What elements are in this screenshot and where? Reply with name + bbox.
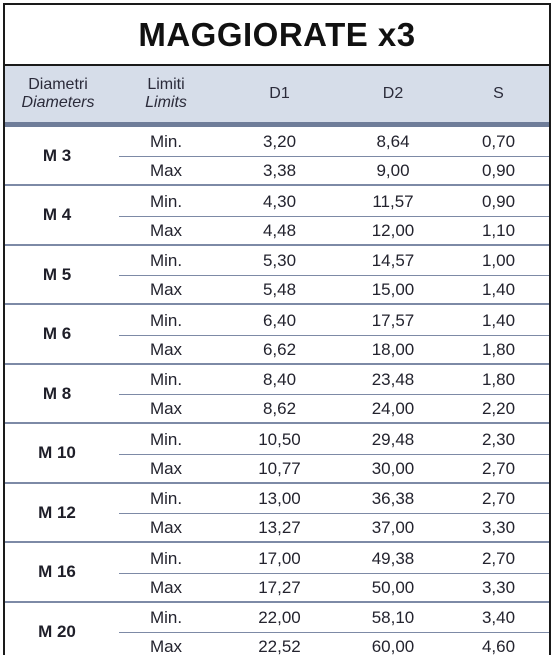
limit-cell: Min. (149, 489, 183, 508)
diameter-label: M 20 (38, 621, 76, 641)
table-row-group (5, 306, 549, 365)
header-d1-label: D1 (269, 85, 290, 102)
s-cell: 2,70 (481, 458, 516, 478)
d1-cell: 3,20 (262, 132, 297, 151)
limit-cell: Max (149, 458, 183, 478)
table-row-group (5, 187, 549, 246)
table-row (111, 307, 549, 335)
table-row (111, 157, 549, 185)
d2-cell: 18,00 (371, 339, 415, 359)
table-row (111, 426, 549, 454)
d1-cell: 13,00 (258, 489, 301, 508)
d2-cell: 60,00 (371, 637, 415, 656)
header-diametri-label: Diametri (28, 76, 88, 93)
limit-cell: Max (149, 399, 183, 418)
table-row (111, 455, 549, 483)
table-row-group (5, 425, 549, 484)
d2-cell: 17,57 (371, 310, 415, 330)
limit-cell: Min. (149, 251, 183, 270)
s-cell: 3,40 (481, 608, 516, 627)
table-row-group (5, 484, 549, 543)
s-cell: 3,30 (481, 577, 516, 597)
d1-cell: 10,50 (258, 429, 301, 449)
s-cell: 2,30 (481, 429, 516, 449)
s-cell: 1,80 (481, 339, 516, 359)
d1-cell: 6,40 (262, 310, 297, 330)
d2-cell: 49,38 (371, 548, 415, 568)
d1-cell: 17,27 (258, 577, 301, 597)
d1-cell: 3,38 (262, 161, 297, 180)
s-cell: 2,70 (481, 489, 516, 508)
limit-cell: Max (149, 161, 183, 180)
d2-cell: 50,00 (371, 577, 415, 597)
limit-cell: Min. (149, 548, 183, 568)
limit-cell: Min. (149, 191, 183, 211)
header-s (448, 66, 549, 122)
d2-cell: 58,10 (371, 608, 415, 627)
s-cell: 2,70 (481, 548, 516, 568)
limit-cell: Max (149, 280, 183, 299)
header-limiti-label: Limiti (147, 76, 185, 93)
header-limits-label: Limits (145, 94, 187, 111)
table-row (111, 574, 549, 602)
limit-cell: Min. (149, 370, 183, 389)
header-d1 (221, 66, 338, 122)
d2-cell: 29,48 (371, 429, 415, 449)
limit-cell: Min. (149, 608, 183, 627)
d1-cell: 17,00 (258, 548, 301, 568)
row-divider (119, 573, 549, 574)
limit-cell: Min. (149, 429, 183, 449)
d1-cell: 13,27 (258, 518, 301, 537)
limit-cell: Max (149, 637, 183, 656)
d2-cell: 23,48 (371, 370, 415, 389)
d1-cell: 22,00 (258, 608, 301, 627)
table-header (5, 66, 549, 122)
table-row-group (5, 246, 549, 305)
diameter-label: M 5 (42, 264, 72, 284)
table-row (111, 336, 549, 364)
diameter-label: M 4 (42, 205, 72, 224)
limit-cell: Max (149, 339, 183, 359)
d2-cell: 11,57 (372, 191, 414, 211)
table-row-group (5, 544, 549, 603)
d2-cell: 9,00 (376, 161, 410, 180)
d1-cell: 4,48 (262, 220, 297, 240)
d2-cell: 15,00 (371, 280, 415, 299)
s-cell: 0,70 (481, 132, 516, 151)
table-row (111, 247, 549, 275)
d2-cell: 8,64 (376, 132, 410, 151)
d1-cell: 10,77 (258, 458, 301, 478)
s-cell: 1,10 (481, 220, 516, 240)
row-divider (119, 454, 549, 455)
table-row (111, 514, 549, 542)
table-row (111, 395, 549, 423)
limit-cell: Max (149, 518, 183, 537)
limit-cell: Max (149, 220, 183, 240)
d1-cell: 8,62 (262, 399, 297, 418)
table-row (111, 276, 549, 304)
table-frame (3, 3, 551, 655)
s-cell: 1,80 (481, 370, 516, 389)
d1-cell: 5,48 (262, 280, 297, 299)
table-row (111, 604, 549, 632)
table-row (111, 188, 549, 216)
d2-cell: 24,00 (371, 399, 415, 418)
d1-cell: 5,30 (262, 251, 297, 270)
header-d2 (338, 66, 448, 122)
diameter-label: M 8 (42, 383, 72, 403)
d2-cell: 36,38 (371, 489, 415, 508)
limit-cell: Max (149, 577, 183, 597)
row-divider (119, 335, 549, 336)
d1-cell: 4,30 (262, 191, 297, 211)
header-diameters (5, 66, 111, 122)
row-divider (119, 632, 549, 633)
header-d2-label: D2 (382, 85, 404, 102)
row-divider (119, 513, 549, 514)
row-divider (119, 394, 549, 395)
table-row (111, 128, 549, 156)
table-row-group (5, 603, 549, 662)
diameter-label: M 3 (42, 145, 72, 165)
d1-cell: 8,40 (262, 370, 297, 389)
table-row (111, 217, 549, 245)
diameter-label: M 10 (38, 443, 76, 462)
table-row-group (5, 365, 549, 424)
d2-cell: 30,00 (371, 458, 415, 478)
header-limits (111, 66, 221, 122)
row-divider (119, 275, 549, 276)
d2-cell: 37,00 (371, 518, 415, 537)
d1-cell: 6,62 (262, 339, 297, 359)
d2-cell: 14,57 (371, 251, 415, 270)
s-cell: 4,60 (481, 637, 516, 656)
d2-cell: 12,00 (371, 220, 415, 240)
row-divider (119, 156, 549, 157)
s-cell: 1,00 (481, 251, 516, 270)
table-row (111, 545, 549, 573)
table-row (111, 633, 549, 661)
header-diameters-label: Diameters (21, 94, 95, 111)
s-cell: 3,30 (481, 518, 516, 537)
header-s-label: S (493, 85, 504, 102)
s-cell: 2,20 (481, 399, 516, 418)
table-row (111, 366, 549, 394)
limit-cell: Min. (149, 132, 183, 151)
page-title: MAGGIORATE x3 (5, 5, 549, 66)
s-cell: 1,40 (481, 310, 516, 330)
d1-cell: 22,52 (258, 637, 301, 656)
table-row-group (5, 127, 549, 186)
limit-cell: Min. (149, 310, 183, 330)
s-cell: 0,90 (481, 191, 516, 211)
table-row (111, 485, 549, 513)
diameter-label: M 16 (38, 562, 76, 581)
diameter-label: M 6 (42, 324, 72, 343)
s-cell: 1,40 (481, 280, 516, 299)
diameter-label: M 12 (38, 502, 76, 522)
row-divider (119, 216, 549, 217)
s-cell: 0,90 (481, 161, 516, 180)
